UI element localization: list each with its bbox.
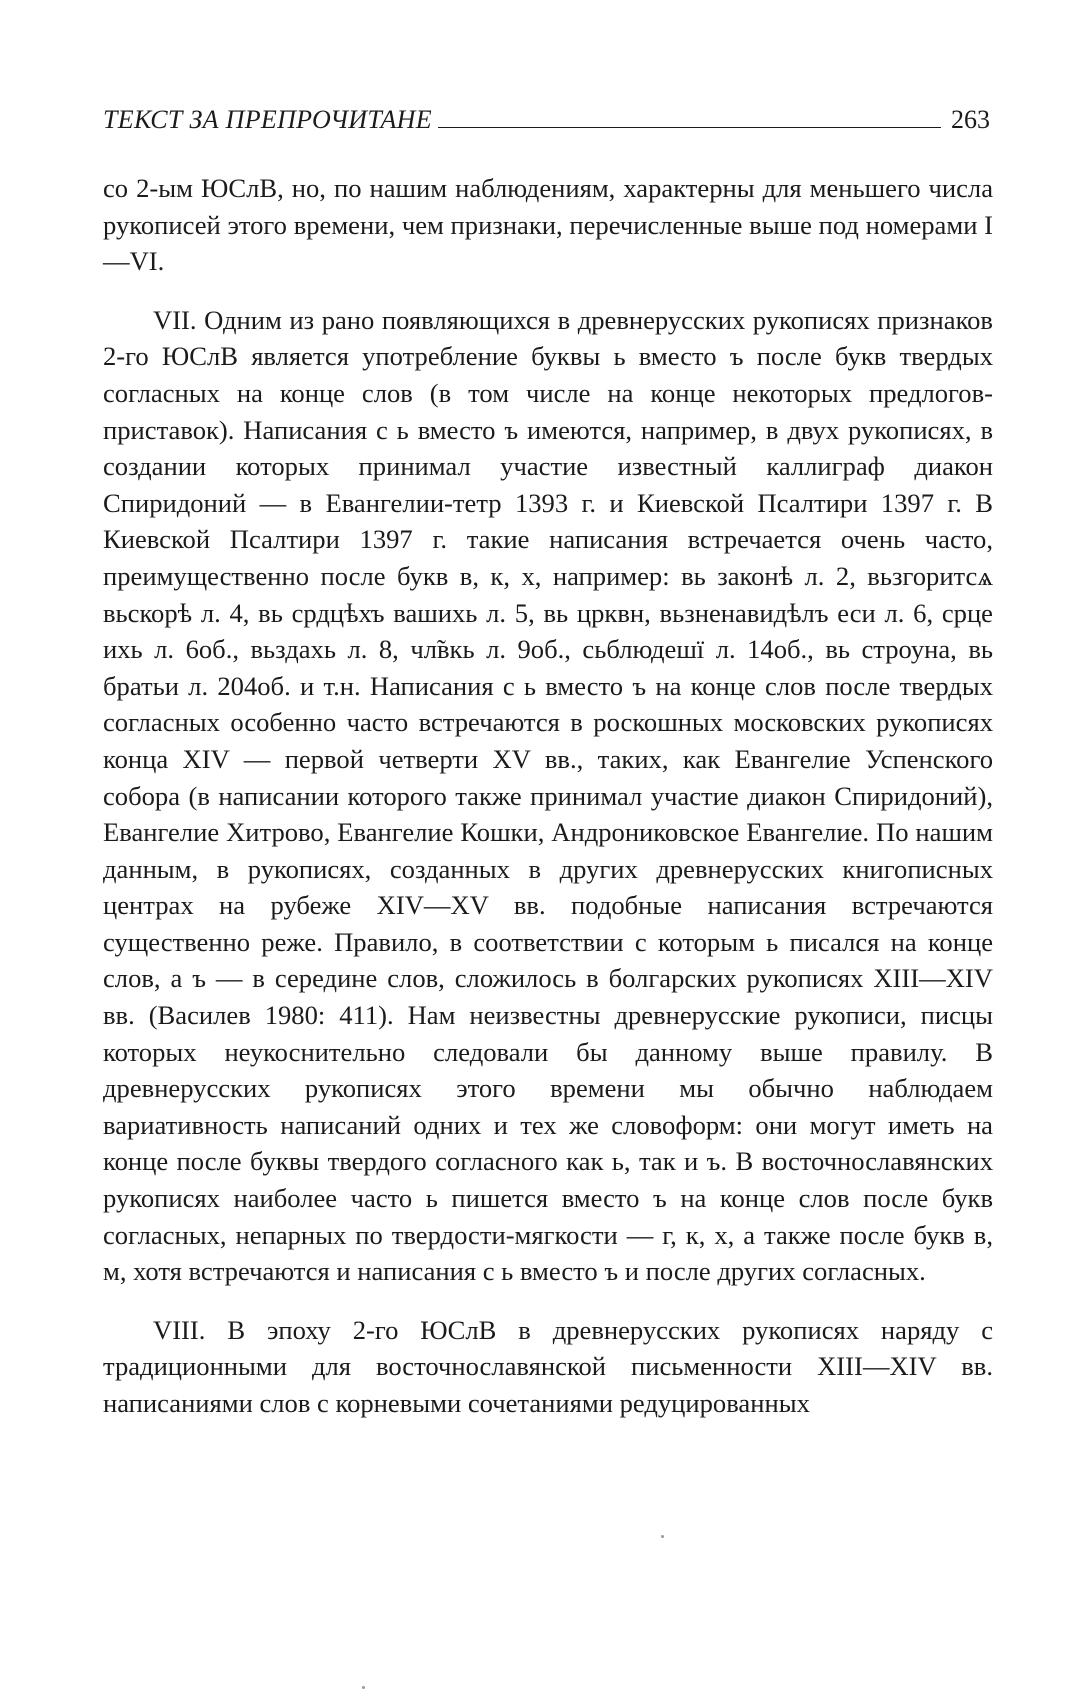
paragraph-section-viii: VIII. В эпоху 2-го ЮСлВ в древнерусских рукописях наряду с традиционными для восточнославянской письменности XIII—XIV вв. написаниями слов с корневыми сочетаниями редуцированных [103, 1314, 993, 1418]
running-header [103, 104, 990, 136]
body-text [103, 170, 993, 1422]
running-head-title: ТЕКСТ ЗА ПРЕПРОЧИТАНЕ [103, 105, 432, 134]
page-number: 263 [951, 105, 990, 134]
paragraph-continuation: со 2-ым ЮСлВ, но, по нашим наблюдениям, характерны для меньшего числа рукописей этого времени, чем признаки, перечисленные выше под номерами I—VI. [103, 173, 993, 277]
print-speck [362, 1686, 365, 1689]
header-rule [438, 127, 941, 128]
print-speck [661, 1535, 664, 1538]
paragraph-section-vii: VII. Одним из рано появляющихся в древнерусских рукописях признаков 2-го ЮСлВ является употребление буквы ь вместо ъ после букв твердых согласных на конце слов (в том числе на конце некоторых предлогов-приставок). Написания с ь вместо ъ имеются, например, в двух рукописях, в создании которых принимал участие известный каллиграф диакон Спиридоний — в Евангелии-тетр 1393 г. и Киевской Псалтири 1397 г. В Киевской Псалтири 1397 г. такие написания встречается очень часто, преимущественно после букв в, к, х, например: вь законѣ л. 2, вьзгоритсѧ вьскорѣ л. 4, вь срдцѣхъ вашихь л. 5, вь црквн, вьзненавидѣлъ еси л. 6, срце ихь л. 6об., вьздахь л. 8, чл̃вкь л. 9об., сьблюдешї л. 14об., вь строуна, вь братьи л. 204об. и т.н. Написания с ь вместо ъ на конце слов после твердых согласных особенно часто встречаются в роскошных московских рукописях конца XIV — первой четверти XV вв., таких, как Евангелие Успенского собора (в написании которого также принимал участие диакон Спиридоний), Евангелие Хитрово, Евангелие Кошки, Андрониковское Евангелие. По нашим данным, в рукописях, созданных в других древнерусских книгописных центрах на рубеже XIV—XV вв. подобные написания встречаются существенно реже. Правило, в соответствии с которым ь писался на конце слов, а ъ — в середине слов, сложилось в болгарских рукописях XIII—XIV вв. (Василев 1980: 411). Нам неизвестны древнерусские рукописи, писцы которых неукоснительно следовали бы данному выше правилу. В древнерусских рукописях этого времени мы обычно наблюдаем вариативность написаний одних и тех же словоформ: они могут иметь на конце после буквы твердого согласного как ь, так и ъ. В восточнославянских рукописях наиболее часто ь пишется вместо ъ на конце слов после букв согласных, непарных по твердости-мягкости — г, к, х, а также после букв в, м, хотя встречаются и написания с ь вместо ъ и после других согласных. [103, 304, 993, 1287]
